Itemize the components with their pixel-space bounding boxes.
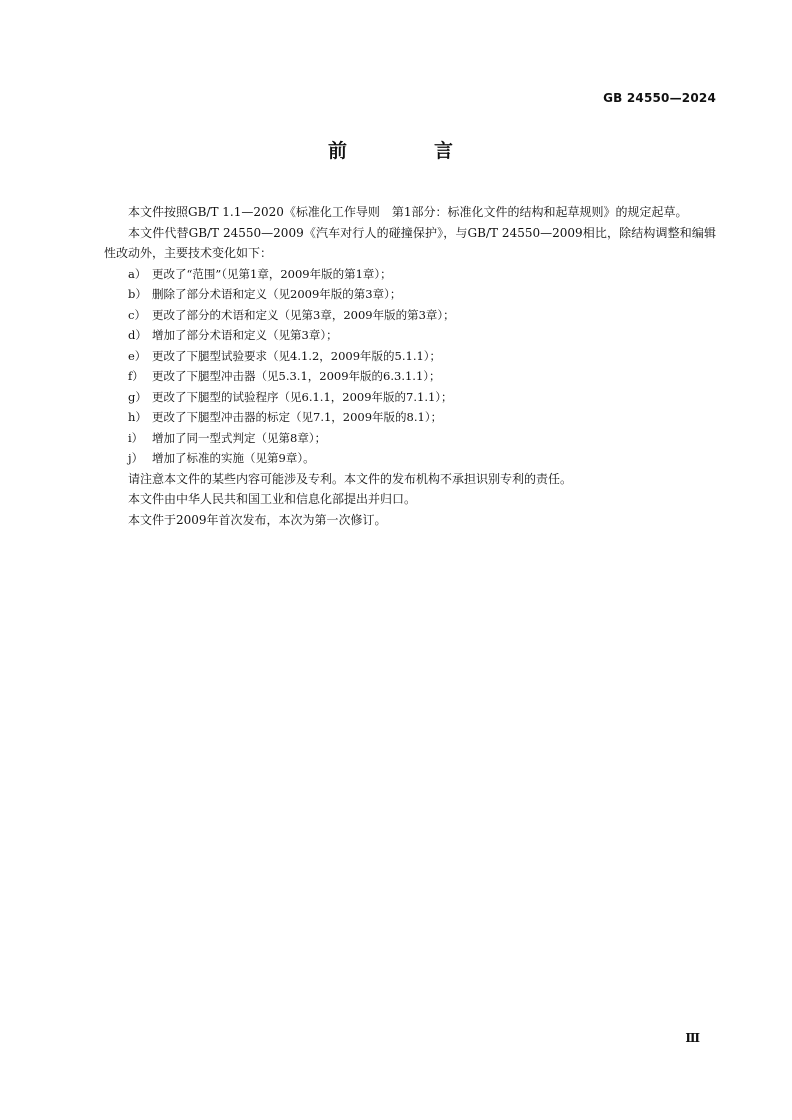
list-item: [104, 284, 716, 305]
document-number-header: GB 24550—2024: [603, 91, 716, 105]
list-item: [104, 366, 716, 387]
list-item: [104, 305, 716, 326]
paragraph-drafting-basis: 本文件按照GB/T 1.1—2020《标准化工作导则 第1部分：标准化文件的结构和起草规则》的规定起草。: [128, 205, 688, 219]
list-item-text: 更改了下腿型冲击器（见5.3.1，2009年版的6.3.1.1）；: [152, 369, 441, 383]
list-item-text: 更改了下腿型的试验程序（见6.1.1，2009年版的7.1.1）；: [152, 389, 453, 404]
list-item: [104, 346, 716, 367]
list-item-text: 更改了部分的术语和定义（见第3章，2009年版的第3章）；: [152, 307, 455, 322]
list-item-marker: c）: [128, 307, 146, 322]
list-item-text: 增加了同一型式判定（见第8章）；: [152, 430, 327, 445]
list-item-marker: e）: [128, 348, 147, 363]
list-item-marker: j）: [128, 451, 144, 465]
list-item: [104, 407, 716, 428]
foreword-body: [104, 202, 716, 530]
list-item: [104, 428, 716, 449]
list-item: [104, 448, 716, 469]
list-item: [104, 387, 716, 408]
list-item-text: 增加了部分术语和定义（见第3章）；: [152, 328, 338, 342]
list-item-marker: a）: [128, 266, 147, 281]
paragraph-patent-notice: 请注意本文件的某些内容可能涉及专利。本文件的发布机构不承担识别专利的责任。: [128, 471, 573, 486]
list-item-marker: i）: [128, 430, 144, 445]
technical-changes-list: [104, 264, 716, 469]
list-item-marker: b）: [128, 287, 147, 301]
list-item-text: 更改了下腿型冲击器的标定（见7.1，2009年版的8.1）；: [152, 410, 443, 424]
page-number: Ⅲ: [685, 1031, 700, 1045]
list-item-text: 更改了下腿型试验要求（见4.1.2，2009年版的5.1.1）；: [152, 348, 442, 363]
list-item-text: 增加了标准的实施（见第9章）。: [152, 451, 315, 465]
list-item-marker: d）: [128, 328, 147, 342]
list-item: [104, 325, 716, 346]
paragraph-revision-history: 本文件于2009年首次发布，本次为第一次修订。: [128, 512, 387, 527]
list-item-marker: g）: [128, 389, 147, 404]
paragraph-replacement-note: 本文件代替GB/T 24550—2009《汽车对行人的碰撞保护》，与GB/T 24550—2009相比，除结构调整和编辑性改动外，主要技术变化如下：: [104, 225, 716, 260]
list-item: [104, 264, 716, 285]
page-title: 前 言: [327, 140, 487, 162]
list-item-text: 删除了部分术语和定义（见2009年版的第3章）；: [152, 287, 402, 301]
paragraph-proposer: 本文件由中华人民共和国工业和信息化部提出并归口。: [128, 492, 417, 506]
list-item-marker: f）: [128, 369, 144, 383]
list-item-text: 更改了“范围”（见第1章，2009年版的第1章）；: [152, 266, 392, 281]
list-item-marker: h）: [128, 410, 147, 424]
